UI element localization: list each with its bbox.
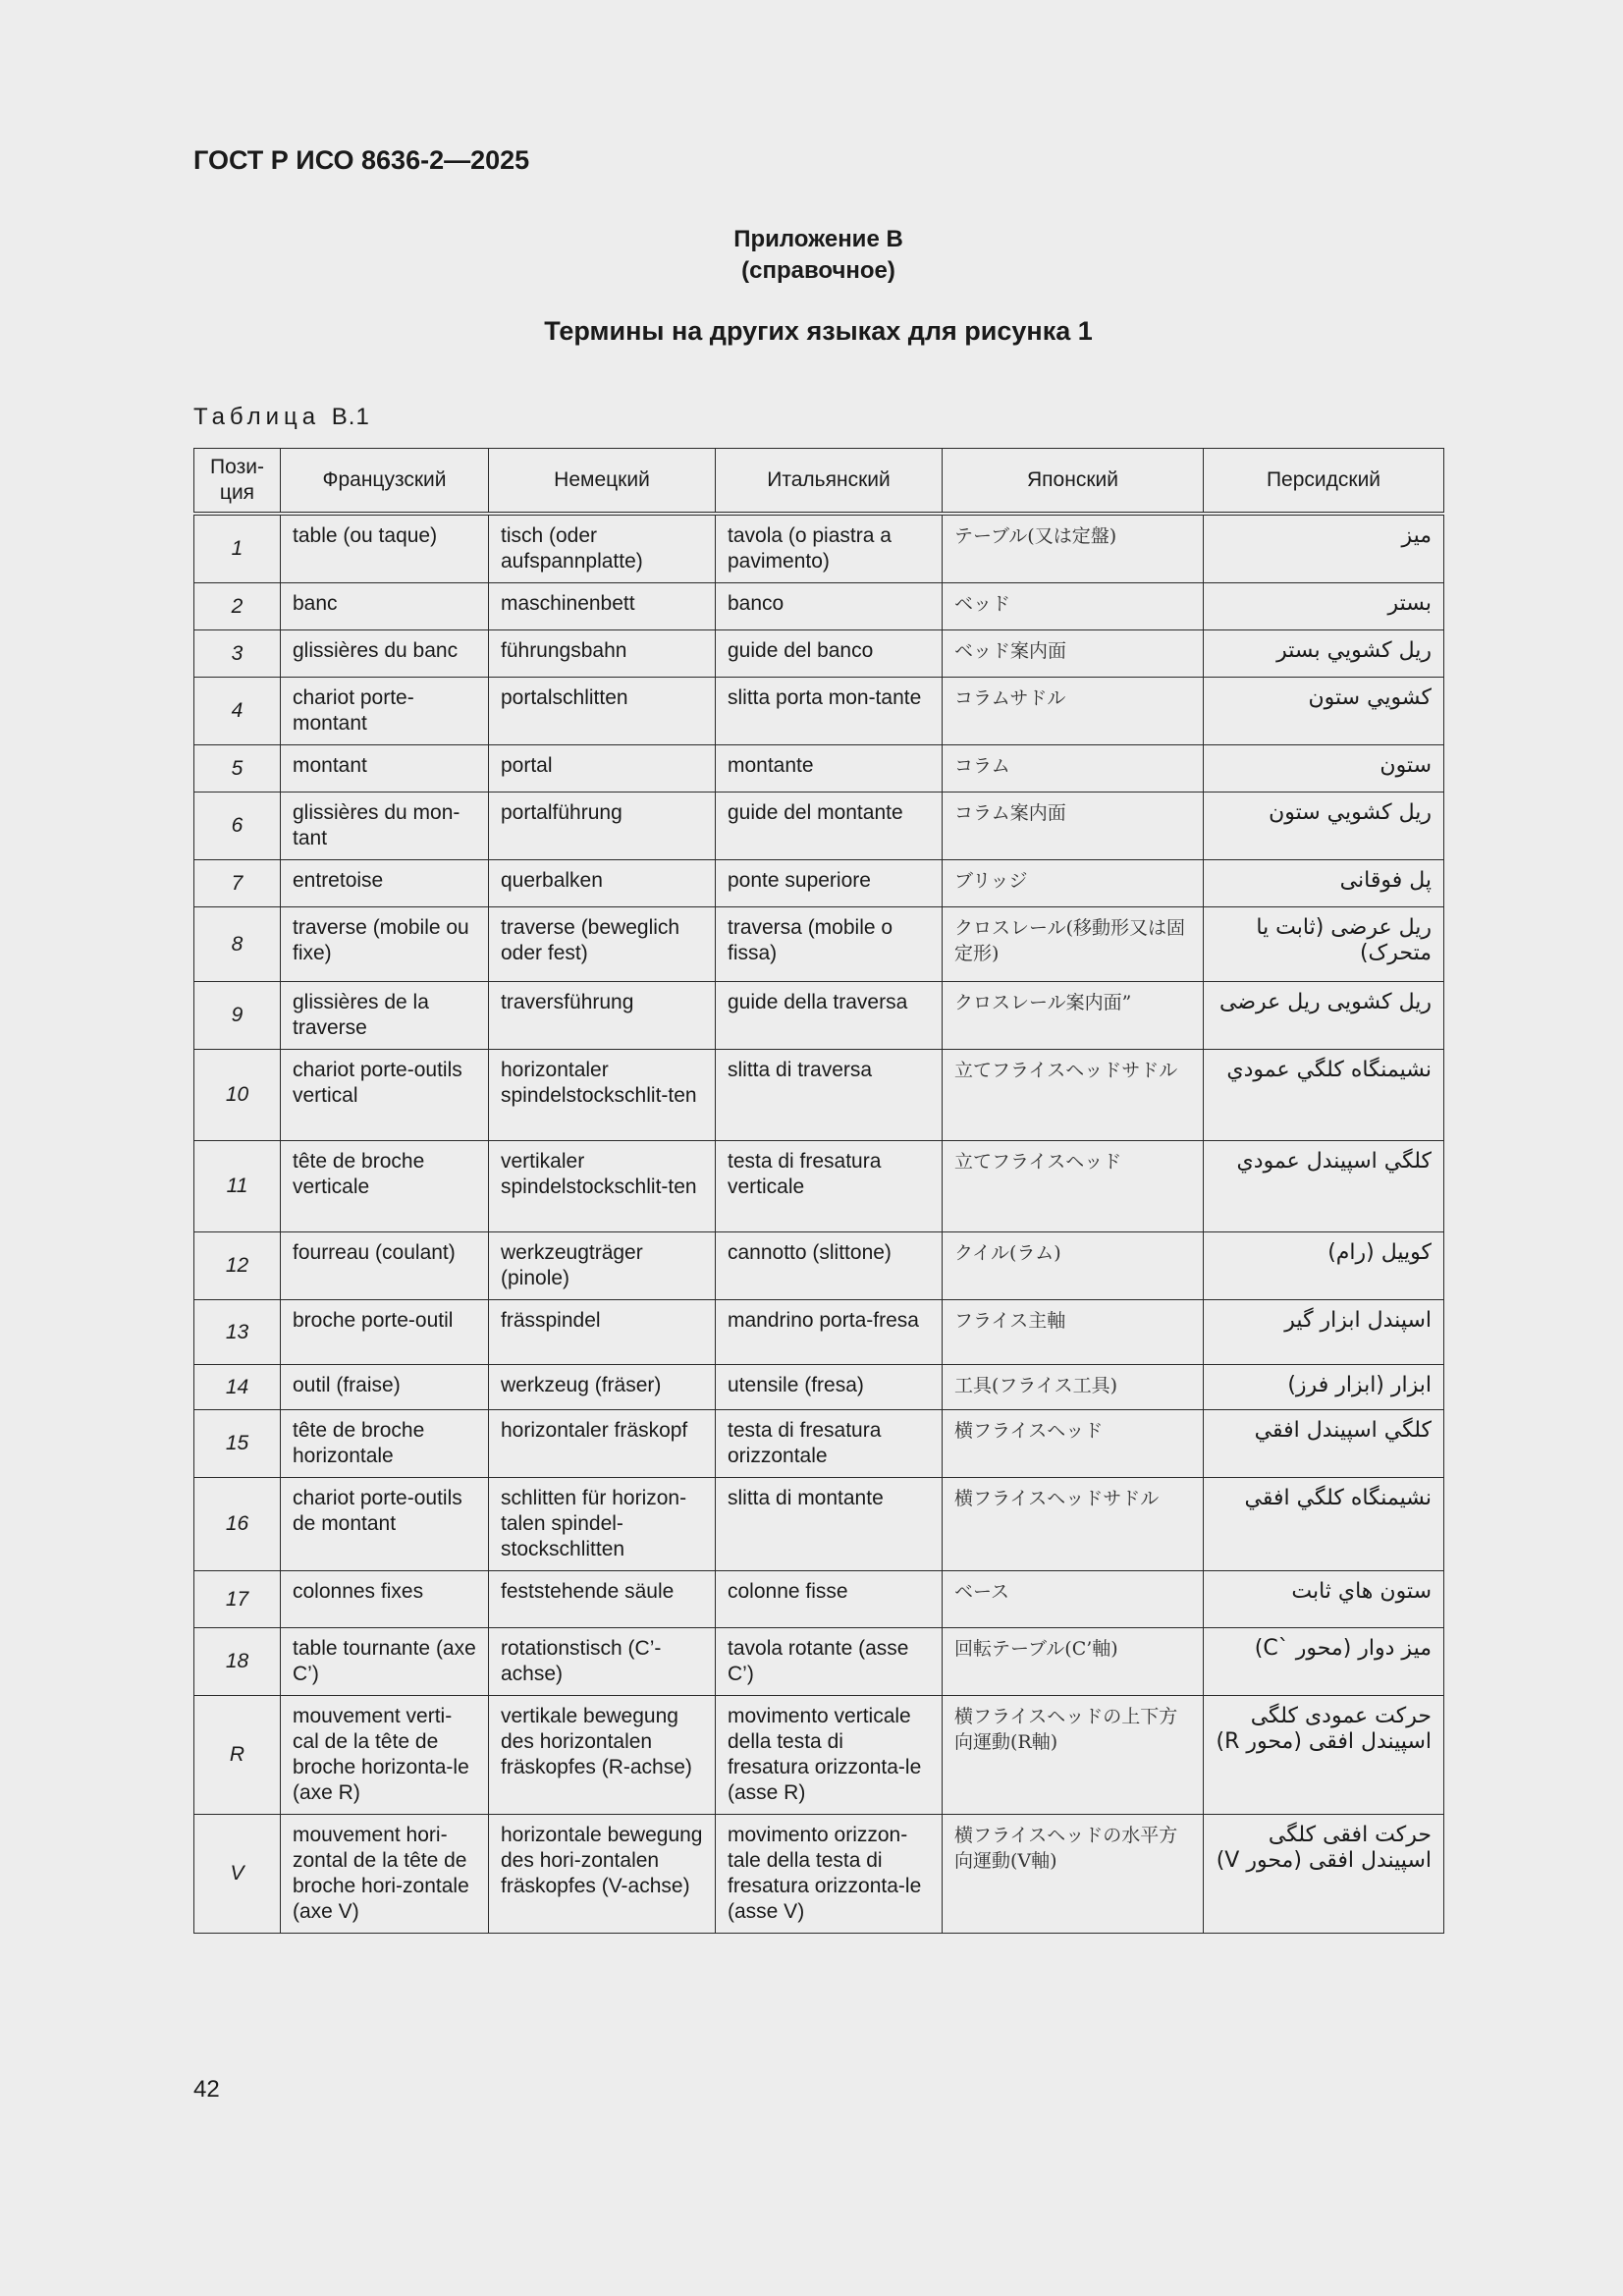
- table-row: [194, 1478, 1444, 1571]
- cell-french: glissières du mon-tant: [281, 793, 489, 860]
- cell-italian: cannotto (slittone): [716, 1232, 943, 1300]
- row-position: R: [194, 1696, 281, 1815]
- cell-german: portalschlitten: [489, 678, 716, 745]
- row-position: 7: [194, 860, 281, 907]
- cell-french: tête de broche verticale: [281, 1141, 489, 1232]
- row-position: 13: [194, 1300, 281, 1365]
- cell-italian: ponte superiore: [716, 860, 943, 907]
- cell-german: führungsbahn: [489, 630, 716, 678]
- cell-japanese: テーブル(又は定盤): [943, 514, 1204, 583]
- table-row: [194, 907, 1444, 982]
- cell-italian: tavola rotante (asse C’): [716, 1628, 943, 1696]
- cell-japanese: ベッド: [943, 583, 1204, 630]
- cell-italian: guide della traversa: [716, 982, 943, 1050]
- cell-japanese: ベッド案内面: [943, 630, 1204, 678]
- cell-italian: colonne fisse: [716, 1571, 943, 1628]
- cell-italian: banco: [716, 583, 943, 630]
- row-position: 2: [194, 583, 281, 630]
- column-header-italian: Итальянский: [716, 449, 943, 515]
- cell-persian: میز: [1204, 514, 1444, 583]
- table-row: [194, 1410, 1444, 1478]
- table-body: [194, 514, 1444, 1934]
- cell-persian: ستون: [1204, 745, 1444, 793]
- cell-german: querbalken: [489, 860, 716, 907]
- row-position: 6: [194, 793, 281, 860]
- column-header-french: Французский: [281, 449, 489, 515]
- cell-french: chariot porte-outils de montant: [281, 1478, 489, 1571]
- cell-japanese: コラム: [943, 745, 1204, 793]
- cell-german: vertikaler spindelstockschlit-ten: [489, 1141, 716, 1232]
- table-row: [194, 1232, 1444, 1300]
- cell-japanese: 立てフライスヘッドサドル: [943, 1050, 1204, 1141]
- column-header-japanese: Японский: [943, 449, 1204, 515]
- table-row: [194, 514, 1444, 583]
- cell-japanese: 横フライスヘッド: [943, 1410, 1204, 1478]
- row-position: 9: [194, 982, 281, 1050]
- cell-italian: testa di fresatura orizzontale: [716, 1410, 943, 1478]
- cell-japanese: クイル(ラム): [943, 1232, 1204, 1300]
- row-position: 14: [194, 1365, 281, 1410]
- cell-german: vertikale bewegung des horizontalen fräskopfes (R-achse): [489, 1696, 716, 1815]
- cell-french: fourreau (coulant): [281, 1232, 489, 1300]
- cell-italian: slitta porta mon-tante: [716, 678, 943, 745]
- cell-french: tête de broche horizontale: [281, 1410, 489, 1478]
- cell-japanese: フライス主軸: [943, 1300, 1204, 1365]
- cell-italian: slitta di traversa: [716, 1050, 943, 1141]
- cell-french: outil (fraise): [281, 1365, 489, 1410]
- table-row: [194, 1696, 1444, 1815]
- row-position: 8: [194, 907, 281, 982]
- cell-german: schlitten für horizon-talen spindel-stockschlitten: [489, 1478, 716, 1571]
- cell-persian: ستون هاي ثابت: [1204, 1571, 1444, 1628]
- cell-persian: ريل كشويي بستر: [1204, 630, 1444, 678]
- cell-japanese: 横フライスヘッドの上下方向運動(R軸): [943, 1696, 1204, 1815]
- cell-italian: utensile (fresa): [716, 1365, 943, 1410]
- cell-persian: ریل عرضی (ثابت یا متحرک): [1204, 907, 1444, 982]
- row-position: V: [194, 1815, 281, 1934]
- cell-german: horizontale bewegung des hori-zontalen fräskopfes (V-achse): [489, 1815, 716, 1934]
- cell-french: banc: [281, 583, 489, 630]
- row-position: 18: [194, 1628, 281, 1696]
- cell-persian: ابزار (ابزار فرز): [1204, 1365, 1444, 1410]
- cell-persian: میز دوار (محور `C): [1204, 1628, 1444, 1696]
- cell-persian: كلگي اسپيندل عمودي: [1204, 1141, 1444, 1232]
- cell-french: broche porte-outil: [281, 1300, 489, 1365]
- cell-french: chariot porte-montant: [281, 678, 489, 745]
- cell-german: rotationstisch (C’-achse): [489, 1628, 716, 1696]
- cell-italian: traversa (mobile o fissa): [716, 907, 943, 982]
- cell-japanese: クロスレール案内面”: [943, 982, 1204, 1050]
- table-caption-number: В.1: [331, 404, 370, 430]
- cell-japanese: コラム案内面: [943, 793, 1204, 860]
- cell-italian: montante: [716, 745, 943, 793]
- cell-persian: حرکت عمودی کلگی اسپیندل افقی (محور R): [1204, 1696, 1444, 1815]
- cell-japanese: 横フライスヘッドサドル: [943, 1478, 1204, 1571]
- column-header-position: Пози-ция: [194, 449, 281, 515]
- cell-italian: movimento verticale della testa di fresatura orizzonta-le (asse R): [716, 1696, 943, 1815]
- cell-italian: mandrino porta-fresa: [716, 1300, 943, 1365]
- cell-german: tisch (oder aufspannplatte): [489, 514, 716, 583]
- cell-persian: ریل کشویی ریل عرضی: [1204, 982, 1444, 1050]
- annex-type: (справочное): [741, 257, 895, 284]
- cell-german: traversführung: [489, 982, 716, 1050]
- cell-japanese: 工具(フライス工具): [943, 1365, 1204, 1410]
- document-header: ГОСТ Р ИСО 8636-2—2025: [193, 145, 530, 175]
- annex-title: Термины на других языках для рисунка 1: [544, 316, 1093, 346]
- cell-french: chariot porte-outils vertical: [281, 1050, 489, 1141]
- annex-label: Приложение В: [733, 226, 903, 252]
- row-position: 15: [194, 1410, 281, 1478]
- table-caption-word: Таблица: [193, 404, 321, 430]
- table-header-row: [194, 449, 1444, 515]
- table-row: [194, 982, 1444, 1050]
- cell-japanese: コラムサドル: [943, 678, 1204, 745]
- cell-german: horizontaler spindelstockschlit-ten: [489, 1050, 716, 1141]
- row-position: 11: [194, 1141, 281, 1232]
- cell-italian: slitta di montante: [716, 1478, 943, 1571]
- cell-japanese: 横フライスヘッドの水平方向運動(V軸): [943, 1815, 1204, 1934]
- row-position: 17: [194, 1571, 281, 1628]
- row-position: 10: [194, 1050, 281, 1141]
- table-row: [194, 1300, 1444, 1365]
- cell-german: maschinenbett: [489, 583, 716, 630]
- cell-french: colonnes fixes: [281, 1571, 489, 1628]
- cell-french: glissières de la traverse: [281, 982, 489, 1050]
- cell-japanese: 回転テーブル(C’軸): [943, 1628, 1204, 1696]
- page-number: 42: [193, 2076, 220, 2103]
- cell-german: feststehende säule: [489, 1571, 716, 1628]
- cell-persian: نشيمنگاه كلگي افقي: [1204, 1478, 1444, 1571]
- row-position: 1: [194, 514, 281, 583]
- cell-japanese: 立てフライスヘッド: [943, 1141, 1204, 1232]
- cell-persian: كوييل (رام): [1204, 1232, 1444, 1300]
- table-row: [194, 1815, 1444, 1934]
- cell-italian: guide del banco: [716, 630, 943, 678]
- table-row: [194, 583, 1444, 630]
- cell-german: werkzeug (fräser): [489, 1365, 716, 1410]
- table-row: [194, 1050, 1444, 1141]
- cell-french: glissières du banc: [281, 630, 489, 678]
- cell-french: mouvement verti-cal de la tête de broche horizonta-le (axe R): [281, 1696, 489, 1815]
- table-row: [194, 1365, 1444, 1410]
- cell-german: horizontaler fräskopf: [489, 1410, 716, 1478]
- table-row: [194, 745, 1444, 793]
- cell-german: werkzeugträger (pinole): [489, 1232, 716, 1300]
- cell-french: mouvement hori-zontal de la tête de broche hori-zontale (axe V): [281, 1815, 489, 1934]
- cell-german: portalführung: [489, 793, 716, 860]
- cell-japanese: ブリッジ: [943, 860, 1204, 907]
- column-header-german: Немецкий: [489, 449, 716, 515]
- cell-french: table tournante (axe C’): [281, 1628, 489, 1696]
- row-position: 12: [194, 1232, 281, 1300]
- cell-persian: كشويي ستون: [1204, 678, 1444, 745]
- table-row: [194, 793, 1444, 860]
- terms-table: [193, 448, 1444, 1934]
- column-header-persian: Персидский: [1204, 449, 1444, 515]
- cell-italian: testa di fresatura verticale: [716, 1141, 943, 1232]
- annex-heading: [193, 224, 1443, 287]
- cell-italian: tavola (o piastra a pavimento): [716, 514, 943, 583]
- table-row: [194, 630, 1444, 678]
- table-row: [194, 1571, 1444, 1628]
- table-row: [194, 1141, 1444, 1232]
- row-position: 5: [194, 745, 281, 793]
- cell-persian: ريل كشويي ستون: [1204, 793, 1444, 860]
- cell-japanese: ベース: [943, 1571, 1204, 1628]
- row-position: 3: [194, 630, 281, 678]
- row-position: 16: [194, 1478, 281, 1571]
- cell-persian: پل فوقانی: [1204, 860, 1444, 907]
- cell-persian: حرکت افقی کلگی اسپیندل افقی (محور V): [1204, 1815, 1444, 1934]
- table-caption: [193, 404, 370, 431]
- table-row: [194, 860, 1444, 907]
- table-row: [194, 1628, 1444, 1696]
- row-position: 4: [194, 678, 281, 745]
- cell-persian: بستر: [1204, 583, 1444, 630]
- cell-german: portal: [489, 745, 716, 793]
- cell-french: entretoise: [281, 860, 489, 907]
- cell-persian: كلگي اسپيندل افقي: [1204, 1410, 1444, 1478]
- cell-french: montant: [281, 745, 489, 793]
- cell-italian: movimento orizzon-tale della testa di fresatura orizzonta-le (asse V): [716, 1815, 943, 1934]
- cell-italian: guide del montante: [716, 793, 943, 860]
- cell-japanese: クロスレール(移動形又は固定形): [943, 907, 1204, 982]
- cell-french: table (ou taque): [281, 514, 489, 583]
- cell-german: traverse (beweglich oder fest): [489, 907, 716, 982]
- table-row: [194, 678, 1444, 745]
- cell-persian: نشيمنگاه كلگي عمودي: [1204, 1050, 1444, 1141]
- cell-german: frässpindel: [489, 1300, 716, 1365]
- cell-persian: اسپندل ابزار گیر: [1204, 1300, 1444, 1365]
- cell-french: traverse (mobile ou fixe): [281, 907, 489, 982]
